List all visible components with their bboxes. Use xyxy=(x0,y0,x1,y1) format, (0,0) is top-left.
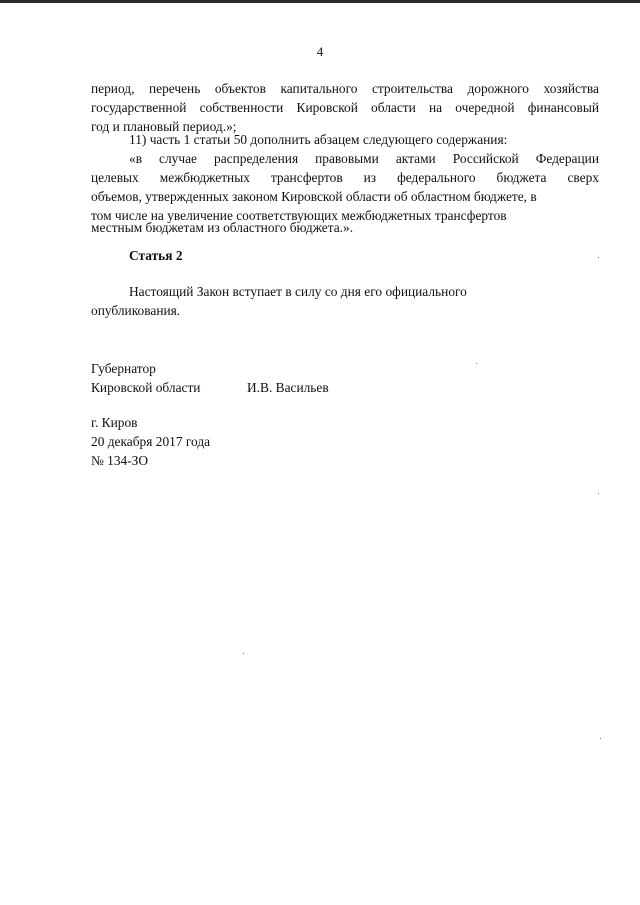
scan-speck xyxy=(600,738,601,739)
region-label: Кировской области xyxy=(91,380,201,395)
item-11-paragraph: 11) часть 1 статьи 50 дополнить абзацем следующего содержания: xyxy=(129,132,508,147)
article1-line-2: государственной собственности Кировской области на очередной финансовый xyxy=(91,100,599,115)
governor-name: И.В. Васильев xyxy=(247,380,329,395)
article-2-line-1: Настоящий Закон вступает в силу со дня его официального xyxy=(129,284,467,299)
article-2-line-2: опубликования. xyxy=(91,303,181,318)
scan-speck xyxy=(476,363,477,364)
article1-line-1: период, перечень объектов капитального строительства дорожного хозяйства xyxy=(91,81,599,96)
page-number: 4 xyxy=(316,44,324,59)
law-date: 20 декабря 2017 года xyxy=(91,434,211,449)
quote-line-5: местным бюджетам из областного бюджета.». xyxy=(91,220,354,235)
city: г. Киров xyxy=(91,415,138,430)
scan-speck xyxy=(598,257,599,258)
governor-title: Губернатор xyxy=(91,361,156,376)
scan-speck xyxy=(243,653,244,654)
quote-line-3: объемов, утвержденных законом Кировской области об областном бюджете, в xyxy=(91,189,537,204)
quote-line-1: «в случае распределения правовыми актами Российской Федерации xyxy=(129,151,599,166)
article-2-heading: Статья 2 xyxy=(129,248,183,263)
page-top-border xyxy=(0,0,640,3)
signature-row xyxy=(91,378,329,397)
article1-line-3: год и плановый период.»; xyxy=(91,119,237,134)
law-number: № 134-ЗО xyxy=(91,453,149,468)
scan-speck xyxy=(598,493,599,494)
quote-line-2: целевых межбюджетных трансфертов из федерального бюджета сверх xyxy=(91,170,599,185)
quote-line-4: том числе на увеличение соответствующих межбюджетных трансфертов xyxy=(91,208,507,223)
